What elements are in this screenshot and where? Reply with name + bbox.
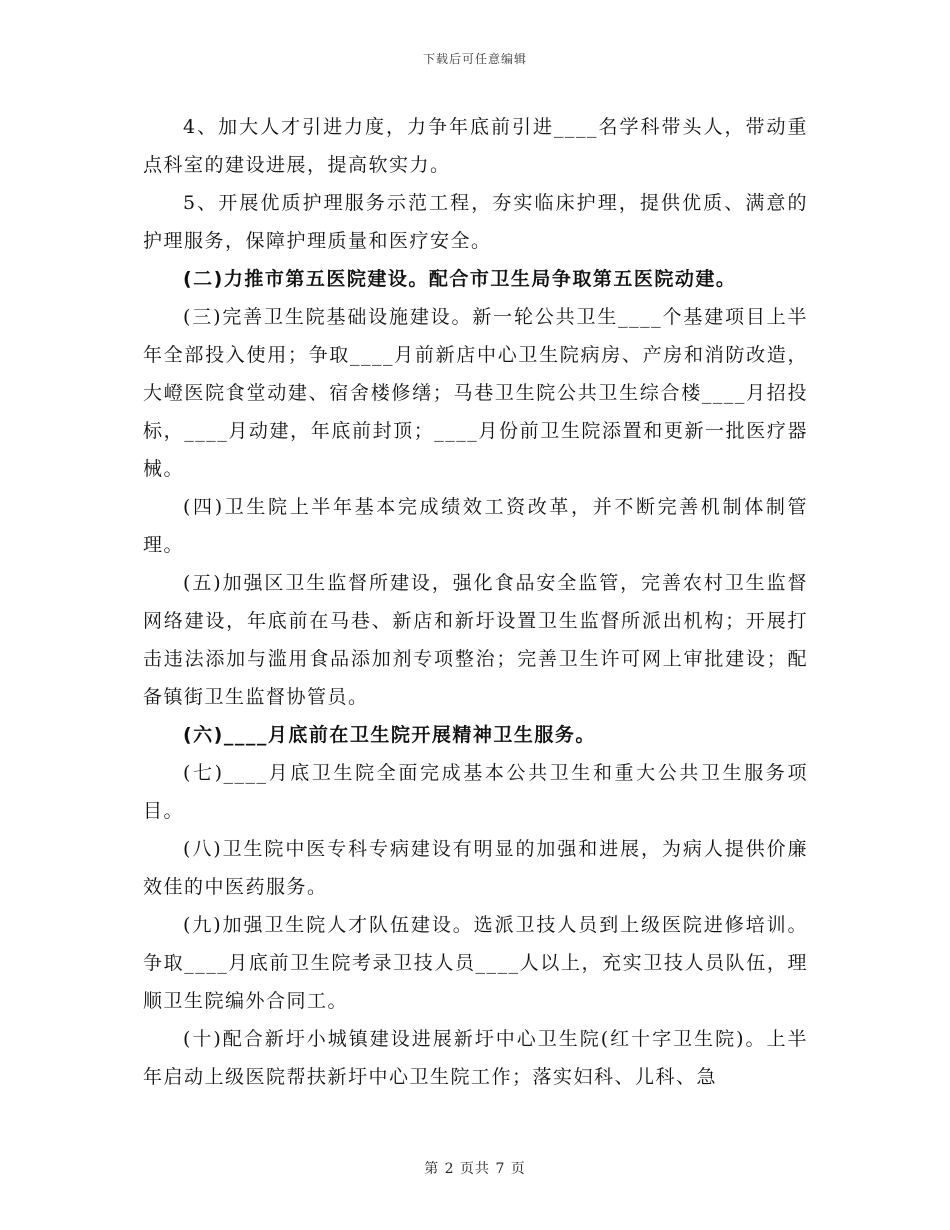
paragraph-section-8: (八)卫生院中医专科专病建设有明显的加强和进展，为病人提供价廉效佳的中医药服务。 <box>143 838 808 898</box>
paragraph-section-7: (七)____月底卫生院全面完成基本公共卫生和重大公共卫生服务项目。 <box>143 762 808 822</box>
paragraph-section-5: (五)加强区卫生监督所建设，强化食品安全监管，完善农村卫生监督网络建设，年底前在马巷、新店和新圩设置卫生监督所派出机构；开展打击违法添加与滥用食品添加剂专项整治；完善卫生许可网上审批建设；配备镇街卫生监督协管员。 <box>143 572 808 708</box>
document-body <box>143 108 808 1096</box>
paragraph-section-9: (九)加强卫生院人才队伍建设。选派卫技人员到上级医院进修培训。争取____月底前卫生院考录卫技人员____人以上，充实卫技人员队伍，理顺卫生院编外合同工。 <box>143 914 808 1012</box>
paragraph-section-3: (三)完善卫生院基础设施建设。新一轮公共卫生____个基建项目上半年全部投入使用；争取____月前新店中心卫生院病房、产房和消防改造，大嶝医院食堂动建、宿舍楼修缮；马巷卫生院公共卫生综合楼____月招投标，____月动建，年底前封顶；____月份前卫生院添置和更新一批医疗器械。 <box>143 306 808 480</box>
paragraph-section-10: (十)配合新圩小城镇建设进展新圩中心卫生院(红十字卫生院)。上半年启动上级医院帮扶新圩中心卫生院工作；落实妇科、儿科、急 <box>143 1028 808 1088</box>
paragraph-section-6: (六)____月底前在卫生院开展精神卫生服务。 <box>183 724 596 746</box>
paragraph-section-2: (二)力推市第五医院建设。配合市卫生局争取第五医院动建。 <box>183 268 737 290</box>
page-header: 下载后可任意编辑 <box>422 52 527 66</box>
paragraph-item-5: 5、开展优质护理服务示范工程，夯实临床护理，提供优质、满意的护理服务，保障护理质量和医疗安全。 <box>143 192 808 252</box>
paragraph-section-4: (四)卫生院上半年基本完成绩效工资改革，并不断完善机制体制管理。 <box>143 496 808 556</box>
paragraph-item-4: 4、加大人才引进力度，力争年底前引进____名学科带头人，带动重点科室的建设进展，提高软实力。 <box>143 116 808 176</box>
page-number-footer: 第 2 页共 7 页 <box>424 1161 526 1177</box>
